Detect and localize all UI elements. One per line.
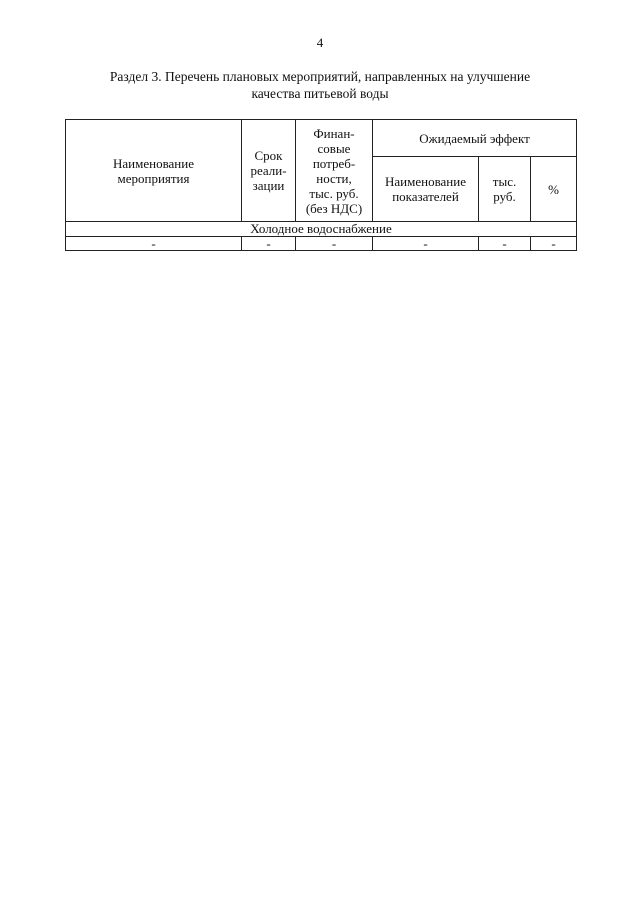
header-finance-line-2: совые [317,140,351,156]
header-expected-effect: Ожидаемый эффект [373,120,577,157]
header-finance-line-1: Финан- [313,125,355,141]
header-indicators-line-2: показателей [392,189,459,204]
table-cell: - [66,237,242,251]
table-cell: - [479,237,531,251]
header-measure-name-line-1: Наименование [113,155,194,171]
section-title-line-2: качества питьевой воды [251,86,389,101]
section-title-line-1: Раздел 3. Перечень плановых мероприятий, направленных на улучшение [109,69,531,84]
header-period [242,120,296,222]
measures-table [65,119,577,251]
header-finance-line-3: потреб- [312,155,356,171]
header-finance-line-6: (без НДС) [305,200,363,216]
header-finance-line-5: тыс. руб. [309,185,359,201]
header-finance [296,120,373,222]
header-percent: % [531,157,577,222]
header-period-line-3: зации [252,178,285,193]
header-finance-line-4: ности, [316,170,352,186]
table-cell: - [296,237,373,251]
header-period-line-1: Срок [254,148,283,163]
section-title [60,68,580,102]
table-cell: - [373,237,479,251]
section-row-cold-water: Холодное водоснабжение [66,222,577,237]
header-indicators [373,157,479,222]
table-row [66,237,577,251]
header-period-line-2: реали- [250,163,287,178]
header-thousand-rub-line-2: руб. [493,189,516,204]
table-cell: - [242,237,296,251]
header-measure-name-line-2: мероприятия [117,170,190,186]
header-measure-name [66,120,242,222]
page-number: 4 [316,35,324,50]
table-cell: - [531,237,577,251]
header-thousand-rub-line-1: тыс. [492,174,517,189]
header-indicators-line-1: Наименование [385,174,466,189]
header-thousand-rub [479,157,531,222]
